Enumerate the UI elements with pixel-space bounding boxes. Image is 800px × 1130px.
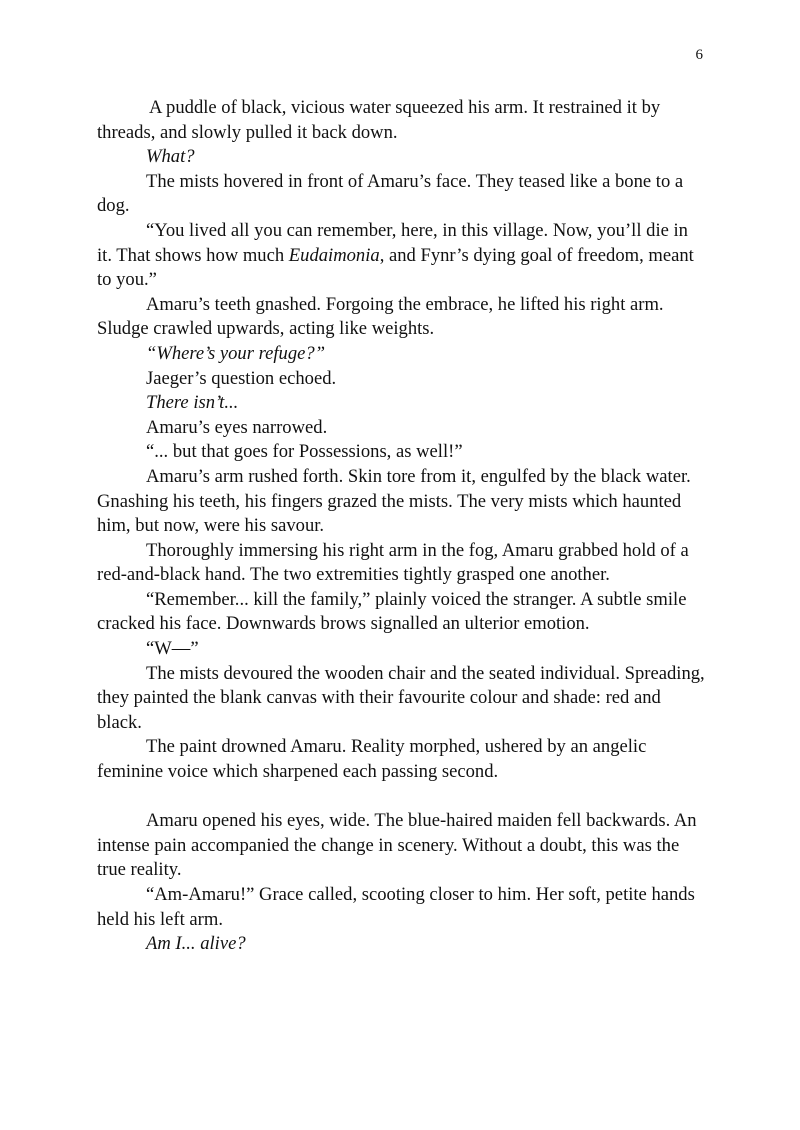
paragraph xyxy=(97,293,707,342)
text-run: A puddle of black, vicious water squeezed his arm. It restrained it by threads, and slowly pulled it back down. xyxy=(97,97,661,143)
text-run: Amaru’s arm rushed forth. Skin tore from it, engulfed by the black water. Gnashing his teeth, his fingers grazed the mists. The very mists which haunted him, but now, were his savour. xyxy=(97,465,691,537)
paragraph xyxy=(97,932,707,957)
paragraph xyxy=(97,367,707,392)
text-run: Thoroughly immersing his right arm in the fog, Amaru grabbed hold of a red-and-black hand. The two extremities tightly grasped one another. xyxy=(97,539,689,586)
text-run-italic: “Where’s your refuge?” xyxy=(146,342,326,364)
body-text xyxy=(97,96,707,957)
paragraph xyxy=(97,465,707,539)
paragraph xyxy=(97,637,707,662)
paragraph xyxy=(97,539,707,588)
text-run: The mists devoured the wooden chair and the seated individual. Spreading, they painted the blank canvas with their favourite colour and shade: red and black. xyxy=(97,662,705,733)
paragraph xyxy=(97,96,707,145)
paragraph xyxy=(97,416,707,441)
paragraph xyxy=(97,588,707,637)
text-run: “... but that goes for Possessions, as well!” xyxy=(146,441,463,463)
text-run-italic: Eudaimonia xyxy=(288,244,380,266)
text-run: Amaru’s teeth gnashed. Forgoing the embrace, he lifted his right arm. Sludge crawled upwards, acting like weights. xyxy=(97,293,664,340)
text-run: The mists hovered in front of Amaru’s face. They teased like a bone to a dog. xyxy=(97,170,684,217)
text-run: , and Fynr’s dying goal of freedom, meant to you.” xyxy=(97,244,694,291)
paragraph xyxy=(97,883,707,932)
paragraph xyxy=(97,440,707,465)
text-run: Jaeger’s question echoed. xyxy=(146,367,337,389)
paragraph xyxy=(97,342,707,367)
paragraph xyxy=(97,145,707,170)
text-run: Amaru opened his eyes, wide. The blue-haired maiden fell backwards. An intense pain accompanied the change in scenery. Without a doubt, this was the true reality. xyxy=(97,810,697,881)
text-run: The paint drowned Amaru. Reality morphed, ushered by an angelic feminine voice which sharpened each passing second. xyxy=(97,736,647,783)
paragraph xyxy=(97,170,707,219)
paragraph xyxy=(97,219,707,293)
page-number: 6 xyxy=(695,47,703,63)
text-run: “W—” xyxy=(146,638,199,660)
paragraph xyxy=(97,735,707,784)
text-run: “You lived all you can remember, here, in this village. Now, you’ll die in it. That shows how much xyxy=(97,219,688,266)
paragraph xyxy=(97,809,707,883)
text-run: “Am-Amaru!” Grace called, scooting closer to him. Her soft, petite hands held his left arm. xyxy=(97,884,695,930)
text-run: Amaru’s eyes narrowed. xyxy=(146,416,328,438)
text-run-italic: Am I... alive? xyxy=(146,933,246,955)
paragraph xyxy=(97,391,707,416)
text-run-italic: There isn’t... xyxy=(146,392,239,414)
paragraph xyxy=(97,662,707,736)
text-run: “Remember... kill the family,” plainly voiced the stranger. A subtle smile cracked his face. Downwards brows signalled an ulterior emotion. xyxy=(97,588,687,635)
text-run-italic: What? xyxy=(146,146,195,168)
